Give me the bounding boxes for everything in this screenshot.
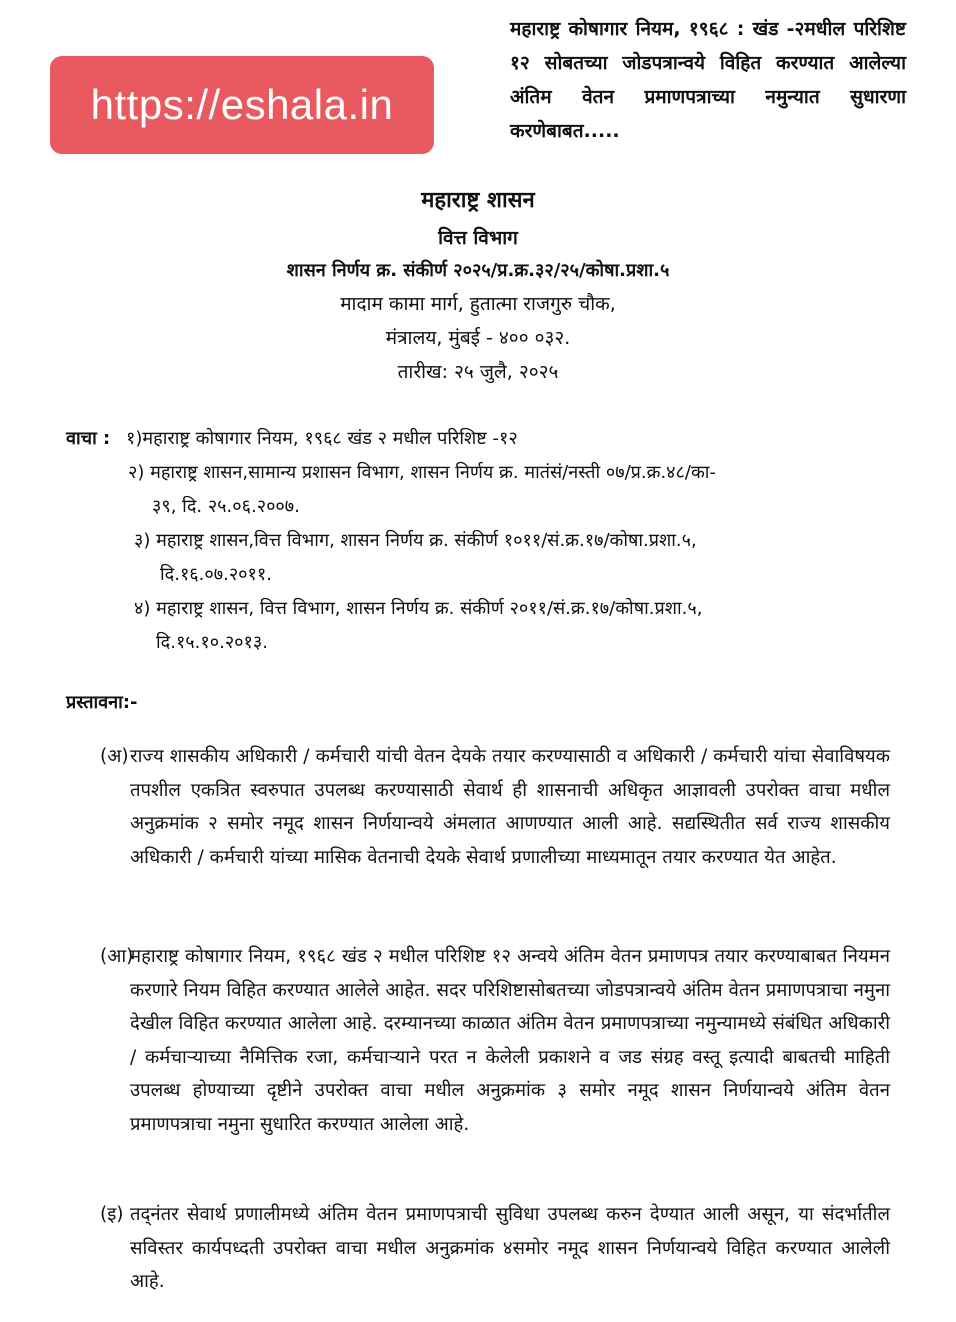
reference-3-line-2: दि.१६.०७.२०११. bbox=[160, 564, 272, 585]
preamble-paragraph-i bbox=[100, 1198, 890, 1299]
address-line-2: मंत्रालय, मुंबई - ४०० ०३२. bbox=[385, 327, 571, 349]
reference-4-line-2: दि.१५.१०.२०१३. bbox=[156, 632, 268, 653]
paragraph-marker: (आ) bbox=[100, 946, 134, 967]
watermark-url: https://eshala.in bbox=[90, 81, 394, 128]
paragraph-marker: (इ) bbox=[100, 1204, 124, 1225]
government-title: महाराष्ट्र शासन bbox=[421, 188, 535, 213]
reference-2-line-1: २) महाराष्ट्र शासन,सामान्य प्रशासन विभाग, शासन निर्णय क्र. मातंसं/नस्ती ०७/प्र.क्र.४८/का- bbox=[128, 462, 716, 483]
reference-2-line-2: ३९, दि. २५.०६.२००७. bbox=[152, 496, 300, 517]
document-date: तारीख: २५ जुलै, २०२५ bbox=[397, 361, 559, 383]
paragraph-text: तद्नंतर सेवार्थ प्रणालीमध्ये अंतिम वेतन प्रमाणपत्राची सुविधा उपलब्ध करुन देण्यात आली असून, या संदर्भातील सविस्तर कार्यपध्दती उपरोक्त वाचा मधील अनुक्रमांक ४समोर नमूद शासन निर्णयान्वये विहित करण्यात आलेली आहे. bbox=[130, 1204, 890, 1292]
reference-4-line-1: ४) महाराष्ट्र शासन, वित्त विभाग, शासन निर्णय क्र. संकीर्ण २०११/सं.क्र.१७/कोषा.प्रशा.५, bbox=[134, 598, 703, 619]
reference-1-line-1: १)महाराष्ट्र कोषागार नियम, १९६८ खंड २ मधील परिशिष्ट -१२ bbox=[126, 428, 518, 449]
gr-number: शासन निर्णय क्र. संकीर्ण २०२५/प्र.क्र.३२/२५/कोषा.प्रशा.५ bbox=[286, 260, 670, 281]
preamble-paragraph-a bbox=[100, 740, 890, 874]
paragraph-text: राज्य शासकीय अधिकारी / कर्मचारी यांची वेतन देयके तयार करण्यासाठी व अधिकारी / कर्मचारी यांचा सेवाविषयक तपशील एकत्रित स्वरुपात उपलब्ध करण्यासाठी सेवार्थ ही शासनाची अधिकृत आज्ञावली उपरोक्त वाचा मधील अनुक्रमांक २ समोर नमूद शासन निर्णयान्वये अंमलात आणण्यात आली आहे. सद्यस्थितीत सर्व राज्य शासकीय अधिकारी / कर्मचारी यांच्या मासिक वेतनाची देयके सेवार्थ प्रणालीच्या माध्यमातून तयार करण्यात येत आहेत. bbox=[130, 746, 891, 868]
address-line-1: मादाम कामा मार्ग, हुतात्मा राजगुरु चौक, bbox=[340, 293, 616, 315]
preamble-paragraph-aa bbox=[100, 940, 890, 1141]
subject-text: महाराष्ट्र कोषागार नियम, १९६८ : खंड -२मधील परिशिष्ट १२ सोबतच्या जोडपत्रान्वये विहित करण्यात आलेल्या अंतिम वेतन प्रमाणपत्राच्या नमुन्यात सुधारणा करणेबाबत..... bbox=[510, 18, 906, 142]
paragraph-marker: (अ) bbox=[100, 746, 129, 767]
paragraph-text: महाराष्ट्र कोषागार नियम, १९६८ खंड २ मधील परिशिष्ट १२ अन्वये अंतिम वेतन प्रमाणपत्र तयार करण्याबाबत नियमन करणारे नियम विहित करण्यात आलेले आहेत. सदर परिशिष्टासोबतच्या जोडपत्रान्वये अंतिम वेतन प्रमाणपत्राचा नमुना देखील विहित करण्यात आलेला आहे. दरम्यानच्या काळात अंतिम वेतन प्रमाणपत्राच्या नमुन्यामध्ये संबंधित अधिकारी / कर्मचाऱ्याच्या नैमित्तिक रजा, कर्मचाऱ्याने परत न केलेली प्रकाशने व जड संग्रह वस्तू इत्यादी बाबतची माहिती उपलब्ध होण्याच्या दृष्टीने उपरोक्त वाचा मधील अनुक्रमांक ३ समोर नमूद शासन निर्णयान्वये अंतिम वेतन प्रमाणपत्राचा नमुना सुधारित करण्यात आलेला आहे. bbox=[130, 946, 890, 1135]
read-label: वाचा : bbox=[66, 428, 111, 449]
reference-3-line-1: ३) महाराष्ट्र शासन,वित्त विभाग, शासन निर्णय क्र. संकीर्ण १०११/सं.क्र.१७/कोषा.प्रशा.५, bbox=[134, 530, 697, 551]
preamble-title: प्रस्तावना:- bbox=[66, 692, 138, 713]
department-title: वित्त विभाग bbox=[438, 227, 518, 249]
watermark-badge bbox=[50, 56, 434, 154]
